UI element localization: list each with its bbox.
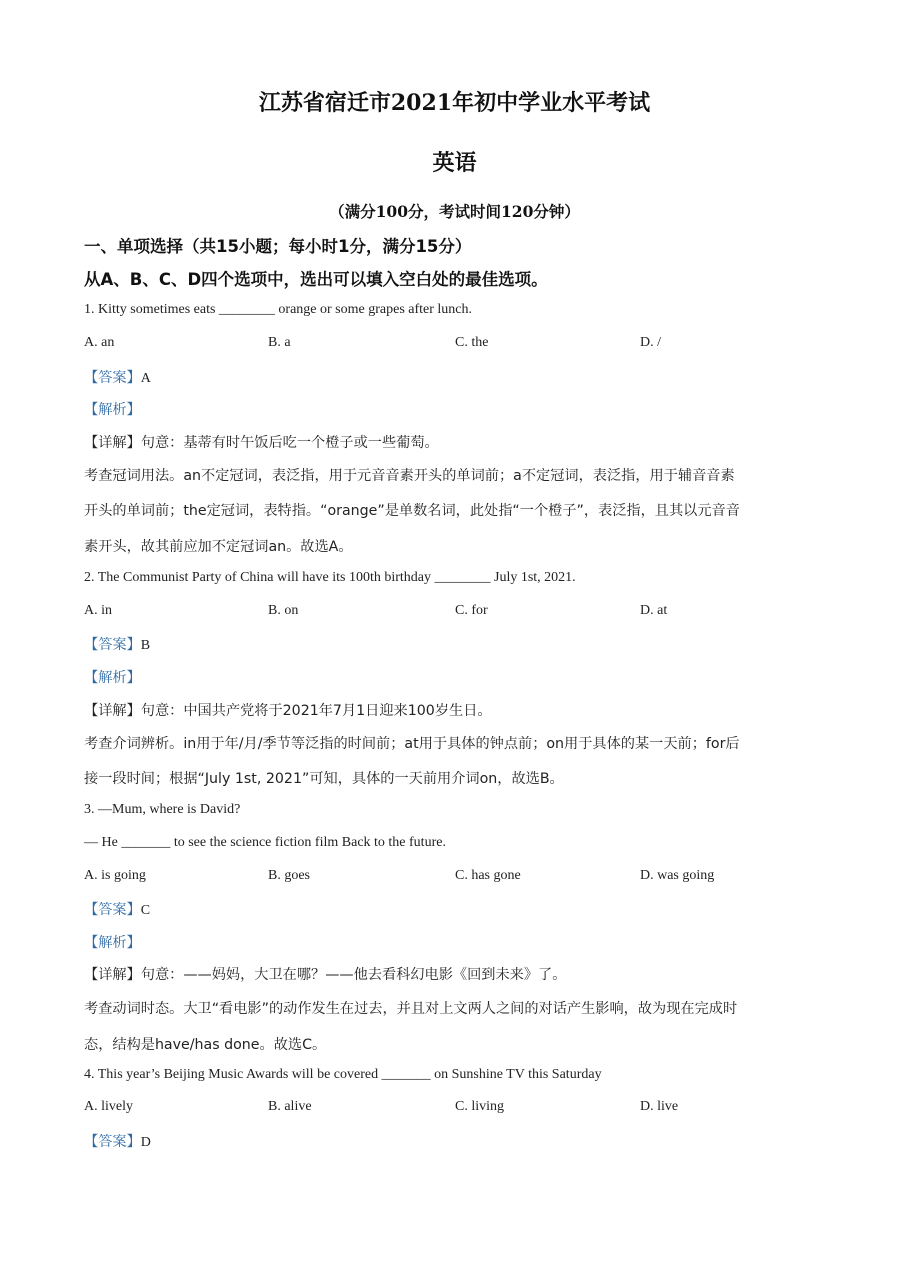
answer-value: A [140,371,151,386]
answer-tag: 【答案】 [84,1134,141,1150]
answer-tag: 【答案】 [84,902,141,918]
option-a: A. lively [84,1099,133,1114]
answer-line [84,367,151,387]
explanation-line: 考查介词辨析。in用于年/月/季节等泛指的时间前；at用于具体的钟点前；on用于具体的某一天前；for后 [84,736,740,752]
answer-value: C [140,903,151,918]
analysis-tag: 【解析】 [84,935,141,951]
option-b: B. alive [268,1099,312,1114]
analysis-tag: 【解析】 [84,670,141,686]
detail-text: 句意：基蒂有时午饭后吃一个橙子或一些葡萄。 [140,435,439,451]
explanation-line: 态，结构是have/has done。故选C。 [84,1037,327,1053]
answer-line [84,1131,151,1151]
answer-value: D [140,1135,151,1150]
option-d: D. was going [640,868,715,883]
question-stem: 2. The Communist Party of China will have its 100th birthday ________ July 1st, 2021. [84,570,576,585]
option-c: C. living [455,1099,505,1114]
answer-line [84,899,150,919]
option-d: D. at [640,603,668,618]
option-d: D. / [640,335,661,350]
detail-line [84,432,439,452]
explanation-line: 考查动词时态。大卫“看电影”的动作发生在过去，并且对上文两人之间的对话产生影响，故为现在完成时 [84,1001,738,1017]
detail-line [84,700,492,720]
option-a: A. is going [84,868,146,883]
detail-line [84,964,566,984]
question-stem: 3. —Mum, where is David? [84,802,241,817]
option-c: C. for [455,603,488,618]
exam-title: 江苏省宿迁市2021年初中学业水平考试 [258,90,651,116]
option-b: B. goes [268,868,310,883]
section-instruction: 从A、B、C、D四个选项中，选出可以填入空白处的最佳选项。 [84,270,548,289]
detail-tag: 【详解】 [84,967,141,983]
answer-tag: 【答案】 [84,370,141,386]
explanation-line: 接一段时间；根据“July 1st, 2021”可知，具体的一天前用介词on，故选B。 [84,771,564,787]
detail-text: 句意：——妈妈，大卫在哪？——他去看科幻电影《回到未来》了。 [140,967,567,983]
option-a: A. an [84,335,115,350]
option-a: A. in [84,603,112,618]
explanation-line: 考查冠词用法。an不定冠词，表泛指，用于元音音素开头的单词前；a不定冠词，表泛指，用于辅音音素 [84,468,735,484]
option-c: C. the [455,335,489,350]
option-b: B. a [268,335,291,350]
exam-subject: 英语 [432,150,477,176]
option-b: B. on [268,603,299,618]
exam-note: （满分100分，考试时间120分钟） [329,202,580,221]
question-stem-2: — He _______ to see the science fiction film Back to the future. [84,835,446,850]
detail-tag: 【详解】 [84,435,141,451]
option-c: C. has gone [455,868,521,883]
detail-text: 句意：中国共产党将于2021年7月1日迎来100岁生日。 [140,703,492,719]
answer-line [84,634,150,654]
section-heading: 一、单项选择（共15小题；每小时1分，满分15分） [84,237,472,256]
explanation-line: 素开头，故其前应加不定冠词an。故选A。 [84,539,353,555]
answer-value: B [140,638,151,653]
analysis-tag: 【解析】 [84,402,141,418]
explanation-line: 开头的单词前；the定冠词，表特指。“orange”是单数名词，此处指“一个橙子”，表泛指，且其以元音音 [84,503,740,519]
answer-tag: 【答案】 [84,637,141,653]
detail-tag: 【详解】 [84,703,141,719]
question-stem: 4. This year’s Beijing Music Awards will be covered _______ on Sunshine TV this Saturday [84,1067,602,1082]
option-d: D. live [640,1099,679,1114]
question-stem: 1. Kitty sometimes eats ________ orange or some grapes after lunch. [84,302,473,317]
